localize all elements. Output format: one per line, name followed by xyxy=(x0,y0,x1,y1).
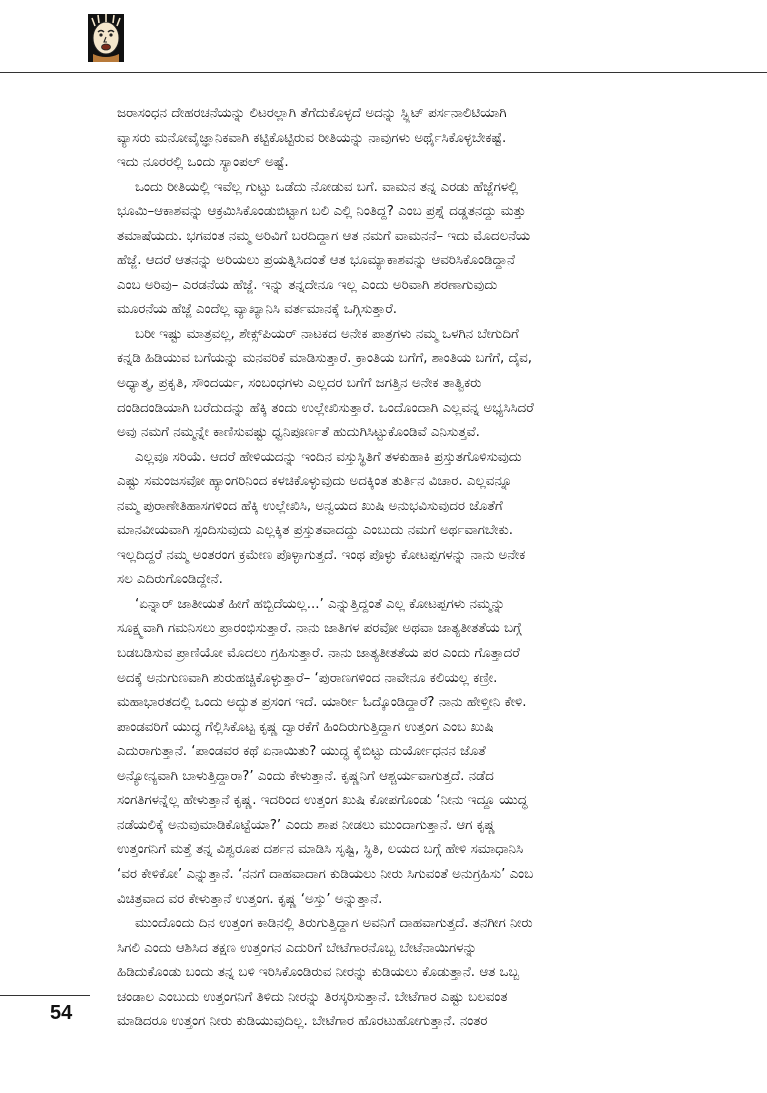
text-line: ಇದು ನೂರರಲ್ಲಿ ಒಂದು ಸ್ಯಾಂಪಲ್ ಅಷ್ಟೆ. xyxy=(117,155,289,171)
text-line: ಪಾಂಡವರಿಗೆ ಯುದ್ಧ ಗೆಲ್ಲಿಸಿಕೊಟ್ಟ ಕೃಷ್ಣ ದ್ವಾರಕೆಗೆ ಹಿಂದಿರುಗುತ್ತಿದ್ದಾಗ ಉತ್ತಂಗ ಎಂಬ ಖುಷಿ xyxy=(117,719,494,735)
text-line: ‘ವರ ಕೇಳಿಕೋ’ ಎನ್ನುತ್ತಾನೆ. ‘ನನಗೆ ದಾಹವಾದಾಗ ಕುಡಿಯಲು ನೀರು ಸಿಗುವಂತೆ ಅನುಗ್ರಹಿಸು’ ಎಂಬ xyxy=(117,866,534,882)
text-line: ದಂಡಿದಂಡಿಯಾಗಿ ಬರೆದುದನ್ನು ಹೆಕ್ಕಿ ತಂದು ಉಲ್ಲೇಖಿಸುತ್ತಾರೆ. ಒಂದೊಂದಾಗಿ ಎಲ್ಲವನ್ನ ಅಭ್ಯಸಿಸಿದರೆ xyxy=(117,400,534,416)
text-line: ಅಧ್ಯಾತ್ಮ, ಪ್ರಕೃತಿ, ಸೌಂದರ್ಯ, ಸಂಬಂಧಗಳು ಎಲ್ಲದರ ಬಗೆಗೆ ಜಗತ್ತಿನ ಅನೇಕ ತಾತ್ವಿಕರು xyxy=(117,376,482,392)
text-line: ಕನ್ನಡಿ ಹಿಡಿಯುವ ಬಗೆಯನ್ನು ಮನವರಿಕೆ ಮಾಡಿಸುತ್ತಾರೆ. ಕ್ರಾಂತಿಯ ಬಗೆಗೆ, ಶಾಂತಿಯ ಬಗೆಗೆ, ದೈವ, xyxy=(117,351,532,367)
text-line: ಅನ್ಯೋನ್ಯವಾಗಿ ಬಾಳುತ್ತಿದ್ದಾರಾ?’ ಎಂದು ಕೇಳುತ್ತಾನೆ. ಕೃಷ್ಣನಿಗೆ ಆಶ್ಚರ್ಯವಾಗುತ್ತದೆ. ನಡೆದ xyxy=(117,768,494,784)
text-line: ಒಂದು ರೀತಿಯಲ್ಲಿ ಇವೆಲ್ಲ ಗುಟ್ಟು ಒಡೆದು ನೋಡುವ ಬಗೆ. ವಾಮನ ತನ್ನ ಎರಡು ಹೆಜ್ಜೆಗಳಲ್ಲಿ xyxy=(135,179,519,195)
page-body-text xyxy=(117,102,685,1035)
text-line: ಸಿಗಲಿ ಎಂದು ಆಶಿಸಿದ ತಕ್ಷಣ ಉತ್ತಂಗನ ಎದುರಿಗೆ ಬೇಟೆಗಾರನೊಬ್ಬ ಬೇಟೆನಾಯಿಗಳನ್ನು xyxy=(117,940,477,956)
text-line: ಎದುರಾಗುತ್ತಾನೆ. ‘ಪಾಂಡವರ ಕಥೆ ಏನಾಯಿತು? ಯುದ್ಧ ಕೈಬಿಟ್ಟು ದುರ್ಯೋಧನನ ಜೊತೆ xyxy=(117,744,486,760)
text-line: ಸಲ ಎದಿರುಗೊಂಡಿದ್ದೇನೆ. xyxy=(117,572,223,588)
text-line: ಸಂಗತಿಗಳನ್ನೆಲ್ಲ ಹೇಳುತ್ತಾನೆ ಕೃಷ್ಣ. ಇದರಿಂದ ಉತ್ತಂಗ ಖುಷಿ ಕೋಪಗೊಂಡು ‘ನೀನು ಇದ್ದೂ ಯುದ್ಧ xyxy=(117,793,528,809)
text-line: ಹಿಡಿದುಕೊಂಡು ಬಂದು ತನ್ನ ಬಳಿ ಇರಿಸಿಕೊಂಡಿರುವ ನೀರನ್ನು ಕುಡಿಯಲು ಕೊಡುತ್ತಾನೆ. ಆತ ಒಬ್ಬ xyxy=(117,965,520,981)
text-line: ‘ಏನ್ನಾರ್ ಜಾತೀಯತೆ ಹೀಗೆ ಹಬ್ಬಿದೆಯಲ್ಲ...’ ಎನ್ನುತ್ತಿದ್ದಂತೆ ಎಲ್ಲ ಕೋಟಪ್ಪಗಳು ನಮ್ಮನ್ನು xyxy=(135,596,506,612)
text-line: ಎಷ್ಟು ಸಮಂಜಸವೋ ಹ್ಯಾಂಗರಿನಿಂದ ಕಳಚಿಕೊಳ್ಳುವುದು ಅದಕ್ಕಿಂತ ತುರ್ತಿನ ವಿಚಾರ. ಎಲ್ಲವನ್ನೂ xyxy=(117,474,513,490)
text-line: ನಮ್ಮ ಪುರಾಣೇತಿಹಾಸಗಳಿಂದ ಹೆಕ್ಕಿ ಉಲ್ಲೇಖಿಸಿ, ಅನ್ವಯದ ಖುಷಿ ಅನುಭವಿಸುವುದರ ಜೊತೆಗೆ xyxy=(117,498,503,514)
text-line: ಮಾನವೀಯವಾಗಿ ಸ್ಪಂದಿಸುವುದು ಎಲ್ಲಕ್ಕಿತ ಪ್ರಸ್ತುತವಾದದ್ದು ಎಂಬುದು ನಮಗೆ ಅರ್ಥವಾಗಬೇಕು. xyxy=(117,523,514,539)
text-line: ವಿಚಿತ್ರವಾದ ವರ ಕೇಳುತ್ತಾನೆ ಉತ್ತಂಗ. ಕೃಷ್ಣ ‘ಅಸ್ತು’ ಅನ್ನುತ್ತಾನೆ. xyxy=(117,891,383,907)
text-line: ಬರೀ ಇಷ್ಟು ಮಾತ್ರವಲ್ಲ, ಶೇಕ್ಸ್‌ಪಿಯರ್ ನಾಟಕದ ಅನೇಕ ಪಾತ್ರಗಳು ನಮ್ಮ ಒಳಗಿನ ಬೇಗುದಿಗೆ xyxy=(135,326,519,342)
text-line: ಇಲ್ಲದಿದ್ದರೆ ನಮ್ಮ ಅಂತರಂಗ ಕ್ರಮೇಣ ಪೊಳ್ಳಾಗುತ್ತದೆ. ಇಂಥ ಪೊಳ್ಳು ಕೋಟಪ್ಪಗಳನ್ನು ನಾನು ಅನೇಕ xyxy=(117,547,526,563)
cartoon-face-icon xyxy=(88,14,124,62)
text-line: ಉತ್ತಂಗನಿಗೆ ಮತ್ತೆ ತನ್ನ ವಿಶ್ವರೂಪ ದರ್ಶನ ಮಾಡಿಸಿ ಸೃಷ್ಟಿ, ಸ್ಥಿತಿ, ಲಯದ ಬಗ್ಗೆ ಹೇಳಿ ಸಮಾಧಾನಿಸಿ xyxy=(117,842,524,858)
footer-rule xyxy=(0,995,90,996)
header-rule xyxy=(0,72,767,73)
text-line: ತಮಾಷೆಯದು. ಭಗವಂತ ನಮ್ಮ ಅರಿವಿಗೆ ಬರದಿದ್ದಾಗ ಆತ ನಮಗೆ ವಾಮನನೆ– ಇದು ಮೊದಲನೆಯ xyxy=(117,228,531,244)
text-line: ಭೂಮಿ–ಆಕಾಶವನ್ನು ಆಕ್ರಮಿಸಿಕೊಂಡುಬಿಟ್ಟಾಗ ಬಲಿ ಎಲ್ಲಿ ನಿಂತಿದ್ದ? ಎಂಬ ಪ್ರಶ್ನೆ ದಡ್ಡತನದ್ದು ಮತ್ತು xyxy=(117,204,526,220)
text-line: ನಡೆಯಲಿಕ್ಕೆ ಅನುವುಮಾಡಿಕೊಟ್ಟೆಯಾ?’ ಎಂದು ಶಾಪ ನೀಡಲು ಮುಂದಾಗುತ್ತಾನೆ. ಆಗ ಕೃಷ್ಣ xyxy=(117,817,496,833)
text-line: ಹೆಜ್ಜೆ. ಆದರೆ ಆತನನ್ನು ಅರಿಯಲು ಪ್ರಯತ್ನಿಸಿದಂತೆ ಆತ ಭೂಮ್ಯಾಕಾಶವನ್ನು ಆವರಿಸಿಕೊಂಡಿದ್ದಾನೆ xyxy=(117,253,516,269)
text-line: ಸೂಕ್ಷ್ಮವಾಗಿ ಗಮನಿಸಲು ಪ್ರಾರಂಭಿಸುತ್ತಾರೆ. ನಾನು ಜಾತಿಗಳ ಪರವೋ ಅಥವಾ ಜಾತ್ಯತೀತತೆಯ ಬಗ್ಗೆ xyxy=(117,621,522,637)
text-line: ಮೂರನೆಯ ಹೆಜ್ಜೆ ಎಂದೆಲ್ಲ ವ್ಯಾಖ್ಯಾನಿಸಿ ವರ್ತಮಾನಕ್ಕೆ ಒಗ್ಗಿಸುತ್ತಾರೆ. xyxy=(117,302,398,318)
text-line: ಮಹಾಭಾರತದಲ್ಲಿ ಒಂದು ಅದ್ಭುತ ಪ್ರಸಂಗ ಇದೆ. ಯಾರ್ರೀ ಓದ್ಕೊಂಡಿದ್ದಾರೆ? ನಾನು ಹೇಳ್ತೀನಿ ಕೇಳಿ. xyxy=(117,695,527,711)
text-line: ಅದಕ್ಕೆ ಅನುಗುಣವಾಗಿ ಶುರುಹಚ್ಚಿಕೊಳ್ಳುತ್ತಾರೆ– ‘ಪುರಾಣಗಳಿಂದ ನಾವೇನೂ ಕಲಿಯಲ್ಲ ಕಣ್ರೀ. xyxy=(117,670,498,686)
page-number: 54 xyxy=(50,1002,73,1024)
text-line: ಎಂಬ ಅರಿವು– ಎರಡನೆಯ ಹೆಜ್ಜೆ. ಇನ್ನು ತನ್ನದೇನೂ ಇಲ್ಲ ಎಂದು ಅರಿವಾಗಿ ಶರಣಾಗುವುದು xyxy=(117,277,498,293)
text-line: ಜರಾಸಂಧನ ದೇಹರಚನೆಯನ್ನು ಲಿಟರಲ್ಲಾಗಿ ತೆಗೆದುಕೊಳ್ಳದೆ ಅದನ್ನು ಸ್ಪ್ಲಿಟ್ ಪರ್ಸನಾಲಿಟಿಯಾಗಿ xyxy=(117,106,507,121)
text-line: ಬಡಬಡಿಸುವ ಪ್ರಾಣಿಯೋ ಮೊದಲು ಗ್ರಹಿಸುತ್ತಾರೆ. ನಾನು ಜಾತ್ಯತೀತತೆಯ ಪರ ಎಂದು ಗೊತ್ತಾದರೆ xyxy=(117,646,520,662)
text-line: ಮುಂದೊಂದು ದಿನ ಉತ್ತಂಗ ಕಾಡಿನಲ್ಲಿ ತಿರುಗುತ್ತಿದ್ದಾಗ ಅವನಿಗೆ ದಾಹವಾಗುತ್ತದೆ. ತನಗೀಗ ನೀರು xyxy=(135,916,533,932)
text-line: ಅವು ನಮಗೆ ನಮ್ಮನ್ನೇ ಕಾಣಿಸುವಷ್ಟು ಧ್ವನಿಪೂರ್ಣತೆ ಹುದುಗಿಸಿಟ್ಟುಕೊಂಡಿವೆ ಎನಿಸುತ್ತವೆ. xyxy=(117,425,480,441)
text-line: ವ್ಯಾಸರು ಮನೋವೈಜ್ಞಾನಿಕವಾಗಿ ಕಟ್ಟಿಕೊಟ್ಟಿರುವ ರೀತಿಯನ್ನು ನಾವುಗಳು ಅರ್ಥೈಸಿಕೊಳ್ಳಬೇಕಷ್ಟೆ. xyxy=(117,130,507,146)
text-line: ಚಂಡಾಲ ಎಂಬುದು ಉತ್ತಂಗನಿಗೆ ತಿಳಿದು ನೀರನ್ನು ತಿರಸ್ಕರಿಸುತ್ತಾನೆ. ಬೇಟೆಗಾರ ಎಷ್ಟು ಬಲವಂತ xyxy=(117,989,508,1005)
text-line: ಎಲ್ಲವೂ ಸರಿಯೆ. ಆದರೆ ಹೇಳಿಯದನ್ನು ಇಂದಿನ ವಸ್ತುಸ್ಥಿತಿಗೆ ತಳಕುಹಾಕಿ ಪ್ರಸ್ತುತಗೊಳಿಸುವುದು xyxy=(135,449,522,465)
text-line: ಮಾಡಿದರೂ ಉತ್ತಂಗ ನೀರು ಕುಡಿಯುವುದಿಲ್ಲ. ಬೇಟೆಗಾರ ಹೊರಟುಹೋಗುತ್ತಾನೆ. ನಂತರ xyxy=(117,1014,488,1030)
